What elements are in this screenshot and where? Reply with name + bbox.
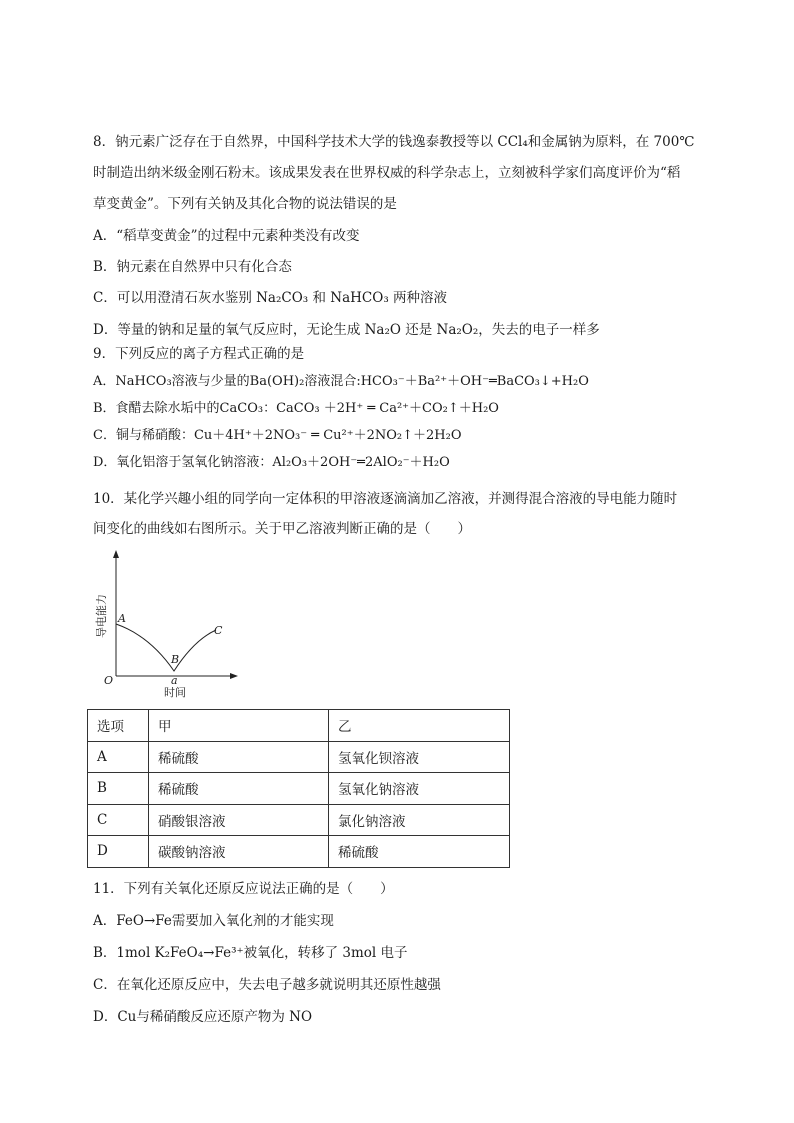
table-row <box>88 836 510 868</box>
table-cell: 稀硫酸 <box>149 773 329 805</box>
table-cell: 硝酸银溶液 <box>149 804 329 836</box>
q11-option-d: D．Cu与稀硝酸反应还原产物为 NO <box>93 1009 313 1025</box>
q8-stem-line3: 草变黄金”。下列有关钠及其化合物的说法错误的是 <box>93 196 397 212</box>
table-cell: C <box>88 804 149 836</box>
table-row <box>88 804 510 836</box>
q10-stem-line1: 10．某化学兴趣小组的同学向一定体积的甲溶液逐滴滴加乙溶液，并测得混合溶液的导电能力随时 <box>93 491 678 507</box>
x-axis-arrow <box>230 673 238 679</box>
table-cell: 碳酸钠溶液 <box>149 836 329 868</box>
table-cell: D <box>88 836 149 868</box>
conductivity-graph <box>92 548 242 700</box>
q11-stem: 11．下列有关氧化还原反应说法正确的是（ ） <box>93 881 394 897</box>
options-table <box>87 709 510 868</box>
table-cell: 稀硫酸 <box>149 741 329 773</box>
q9-stem: 9．下列反应的离子方程式正确的是 <box>93 346 305 362</box>
table-cell: 氢氧化钠溶液 <box>329 773 510 805</box>
q9-option-d: D．氧化铝溶于氢氧化钠溶液：Al₂O₃＋2OH⁻═2AlO₂⁻＋H₂O <box>93 455 450 470</box>
q8-option-b: B．钠元素在自然界中只有化合态 <box>93 259 292 275</box>
table-cell: B <box>88 773 149 805</box>
q11-option-c: C．在氧化还原反应中，失去电子越多就说明其还原性越强 <box>93 977 441 993</box>
q11-option-a: A．FeO→Fe需要加入氧化剂的才能实现 <box>93 913 334 929</box>
point-c-label: C <box>214 624 223 637</box>
q8-option-d: D．等量的钠和足量的氧气反应时，无论生成 Na₂O 还是 Na₂O₂，失去的电子一样多 <box>93 322 600 338</box>
y-axis-arrow <box>113 550 119 558</box>
x-axis-label: 时间 <box>164 686 186 699</box>
q8-option-c: C．可以用澄清石灰水鉴别 Na₂CO₃ 和 NaHCO₃ 两种溶液 <box>93 290 448 306</box>
header-cell: 乙 <box>329 710 510 742</box>
origin-label: O <box>104 674 114 687</box>
header-cell: 选项 <box>88 710 149 742</box>
q8-stem-line1: 8．钠元素广泛存在于自然界，中国科学技术大学的钱逸泰教授等以 CCl₄和金属钠为原料，在 700℃ <box>93 134 695 150</box>
table-row <box>88 741 510 773</box>
q9-option-c: C．铜与稀硝酸：Cu＋4H⁺＋2NO₃⁻ ═ Cu²⁺＋2NO₂↑＋2H₂O <box>93 428 462 443</box>
q11-option-b: B．1mol K₂FeO₄→Fe³⁺被氧化，转移了 3mol 电子 <box>93 945 408 961</box>
point-a-label: A <box>118 612 126 625</box>
table-row <box>88 773 510 805</box>
conductivity-curve <box>116 624 216 671</box>
q10-stem-line2: 间变化的曲线如右图所示。关于甲乙溶液判断正确的是（ ） <box>93 521 471 537</box>
table-cell: 氢氧化钡溶液 <box>329 741 510 773</box>
q8-option-a: A．“稻草变黄金”的过程中元素种类没有改变 <box>93 228 360 244</box>
q8-stem-line2: 时制造出纳米级金刚石粉末。该成果发表在世界权威的科学杂志上，立刻被科学家们高度评价为“稻 <box>93 165 681 181</box>
y-axis-label: 导电能力 <box>95 594 108 638</box>
point-b-label: B <box>171 653 180 666</box>
tick-a-label: a <box>171 674 178 687</box>
header-cell: 甲 <box>149 710 329 742</box>
q9-option-a: A．NaHCO₃溶液与少量的Ba(OH)₂溶液混合:HCO₃⁻＋Ba²⁺＋OH⁻═BaCO₃↓+H₂O <box>93 374 589 389</box>
q9-option-b: B．食醋去除水垢中的CaCO₃：CaCO₃ ＋2H⁺ ═ Ca²⁺＋CO₂↑＋H₂O <box>93 401 499 416</box>
table-header-row <box>88 710 510 742</box>
table-cell: 氯化钠溶液 <box>329 804 510 836</box>
table-cell: 稀硫酸 <box>329 836 510 868</box>
table-cell: A <box>88 741 149 773</box>
